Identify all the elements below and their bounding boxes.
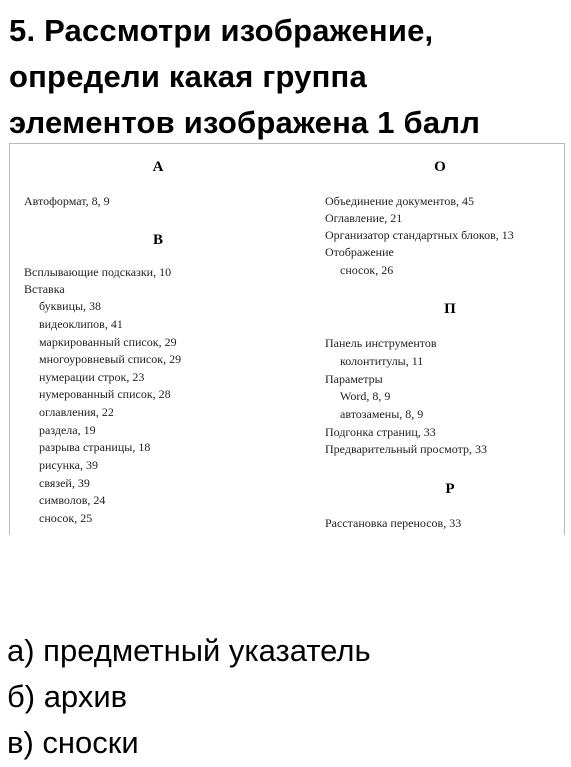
index-entry: Автоформат, 8, 9 [24,194,110,208]
index-subentry: маркированный список, 29 [39,335,177,349]
index-subentry: буквицы, 38 [39,299,102,313]
index-entry: Организатор стандартных блоков, 13 [325,228,514,242]
question-text [9,8,564,146]
index-entry: Предварительный просмотр, 33 [325,442,488,456]
index-letter-b: В [152,232,163,248]
index-letter-a: А [152,159,164,175]
index-subentry: раздела, 19 [39,423,96,437]
index-subentry: автозамены, 8, 9 [340,407,424,421]
option-c[interactable]: в) сноски [7,725,139,760]
index-entry: Подгонка страниц, 33 [325,425,436,439]
index-subentry: оглавления, 22 [39,405,114,419]
index-subentry: символов, 24 [39,493,106,507]
option-b[interactable]: б) архив [7,679,128,714]
question-line-1: 5. Рассмотри изображение, [9,13,434,48]
index-subentry: нумерованный список, 28 [39,387,171,401]
question-line-2: определи какая группа [9,59,367,94]
index-entry: Всплывающие подсказки, 10 [24,265,172,279]
index-subentry: многоуровневый список, 29 [39,352,182,366]
index-subentry: сносок, 26 [340,263,394,277]
index-letter-o: О [434,159,446,175]
index-subentry: сносок, 25 [39,511,93,525]
index-entry: Параметры [325,372,383,386]
index-letter-p: П [444,301,456,317]
index-entry: Вставка [24,282,65,296]
index-screenshot [9,143,565,535]
answer-options [7,628,371,766]
question-line-3: элементов изображена 1 балл [9,105,481,140]
index-subentry: Word, 8, 9 [340,389,391,403]
index-subentry: разрыва страницы, 18 [39,440,151,454]
index-entry: Панель инструментов [325,336,437,350]
index-letter-r: Р [445,481,455,497]
index-entry: Отображение [325,245,394,259]
index-subentry: видеоклипов, 41 [39,317,123,331]
index-subentry: рисунка, 39 [39,458,98,472]
index-subentry: колонтитулы, 11 [340,354,424,368]
index-entry: Расстановка переносов, 33 [325,516,462,530]
index-entry: Оглавление, 21 [325,211,403,225]
index-subentry: нумерации строк, 23 [39,370,145,384]
index-subentry: связей, 39 [39,476,90,490]
option-a[interactable]: а) предметный указатель [7,633,371,668]
index-entry: Объединение документов, 45 [325,194,474,208]
